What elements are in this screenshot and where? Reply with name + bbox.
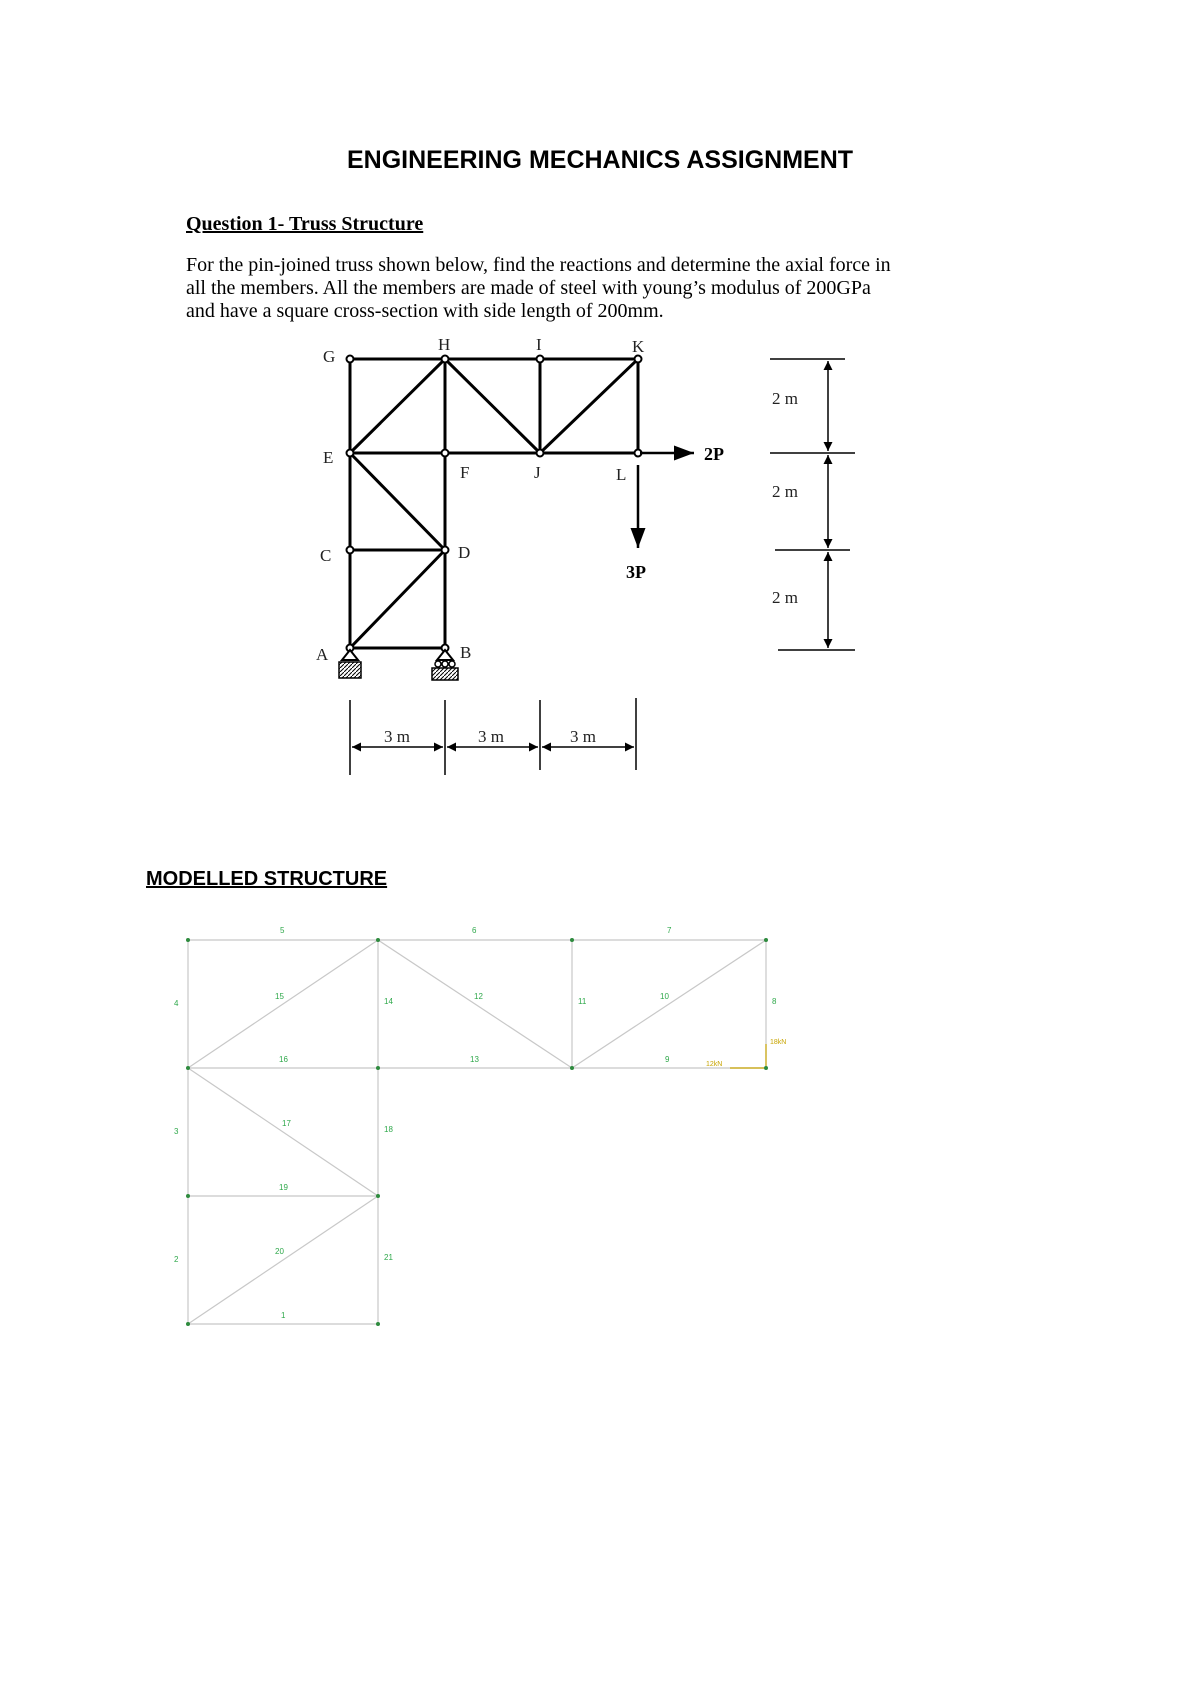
question-heading: Question 1- Truss Structure [186,213,424,235]
member-label-21: 21 [384,1253,393,1262]
member-label-9: 9 [665,1055,670,1064]
node-label-i: I [536,335,542,354]
node-label-d: D [458,543,471,562]
dim-horizontal-3: 3 m [570,727,596,746]
member-label-16: 16 [279,1055,288,1064]
question-line-1: For the pin-joined truss shown below, find the reactions and determine the axial force in [186,254,891,276]
node-label-e: E [323,448,334,467]
member-label-20: 20 [275,1247,284,1256]
dim-vertical-2: 2 m [772,482,798,501]
dim-horizontal-1: 3 m [384,727,410,746]
member-label-10: 10 [660,992,669,1001]
member-label-19: 19 [279,1183,288,1192]
member-label-1: 1 [281,1311,286,1320]
load-label-vertical: 3P [626,562,646,582]
member-label-11: 11 [578,997,587,1006]
node-label-c: C [320,546,332,565]
node-label-k: K [632,337,645,356]
node-label-h: H [438,335,451,354]
page-title: ENGINEERING MECHANICS ASSIGNMENT [346,146,854,174]
modelled-load-horizontal-label: 12kN [706,1061,723,1068]
dim-vertical-1: 2 m [772,389,798,408]
node-label-j: J [534,463,541,482]
dim-vertical-3: 2 m [772,588,798,607]
member-label-13: 13 [470,1055,479,1064]
member-label-5: 5 [280,926,285,935]
member-label-2: 2 [174,1255,179,1264]
node-label-g: G [323,347,336,366]
member-label-15: 15 [275,992,284,1001]
modelled-structure-heading: MODELLED STRUCTURE [146,868,388,890]
member-label-17: 17 [282,1119,291,1128]
member-label-12: 12 [474,992,483,1001]
question-line-2: all the members. All the members are made of steel with young’s modulus of 200GPa [186,277,871,299]
node-label-b: B [460,643,472,662]
dim-horizontal-2: 3 m [478,727,504,746]
node-label-f: F [460,463,470,482]
member-label-3: 3 [174,1127,179,1136]
load-label-horizontal: 2P [704,444,724,464]
node-label-a: A [316,645,329,664]
member-label-6: 6 [472,926,477,935]
member-label-14: 14 [384,997,393,1006]
node-label-l: L [616,465,627,484]
modelled-load-vertical-label: 18kN [770,1039,787,1046]
member-label-8: 8 [772,997,777,1006]
question-line-3: and have a square cross-section with side length of 200mm. [186,300,664,322]
member-label-4: 4 [174,999,179,1008]
member-label-7: 7 [667,926,672,935]
member-label-18: 18 [384,1125,393,1134]
